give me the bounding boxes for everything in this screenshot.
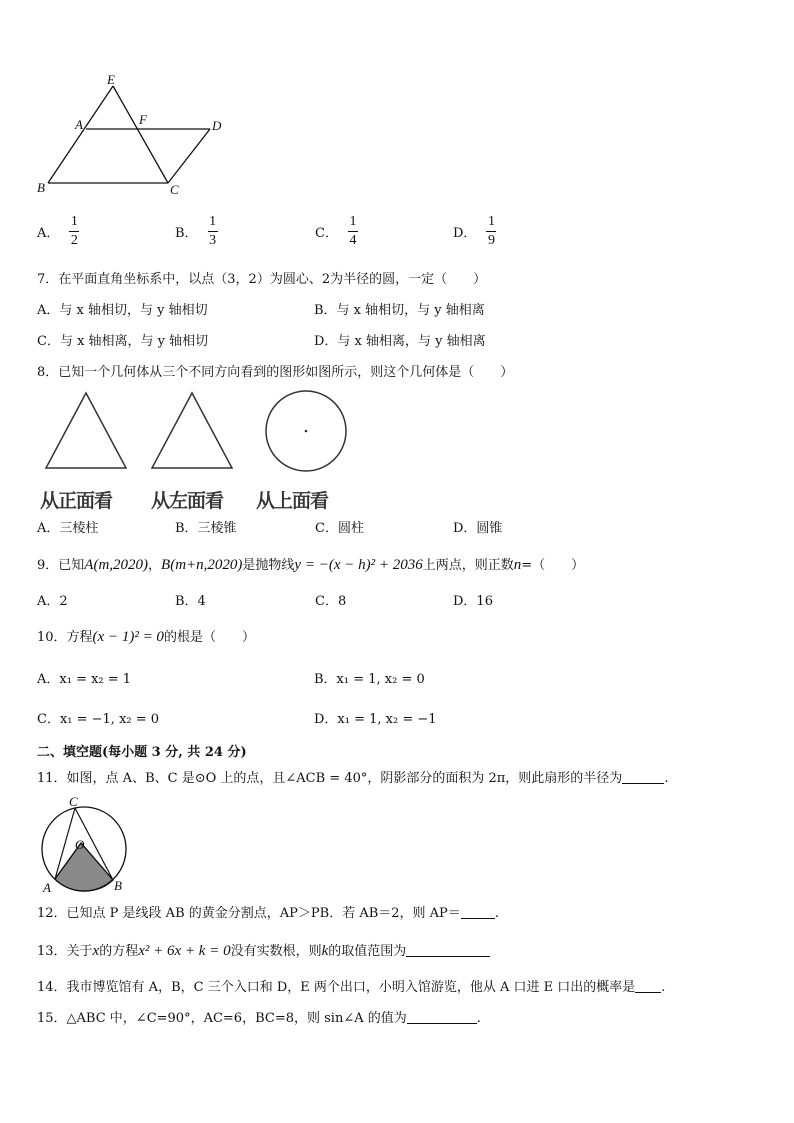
q8-left-view: [146, 390, 238, 472]
caption-top: 从上面看: [256, 490, 329, 512]
label-O: O: [75, 837, 85, 852]
fraction: $\frac{1}{3}$: [209, 214, 217, 248]
answer-blank[interactable]: [406, 942, 490, 957]
q8-stem: 8．已知一个几何体从三个不同方向看到的图形如图所示，则这个几何体是（ ）: [37, 365, 514, 380]
q8-front-view: [40, 390, 132, 472]
caption-left: 从左面看: [151, 490, 224, 512]
fraction: $\frac{1}{9}$: [487, 214, 495, 248]
q10-equation: (x − 1)² = 0: [92, 629, 164, 645]
q6-option-b[interactable]: B． $\frac{1}{3}$: [175, 214, 217, 248]
q10-option-a[interactable]: A．x₁ = x₂ = 1: [37, 672, 132, 687]
q10-option-c[interactable]: C．x₁ = −1, x₂ = 0: [37, 712, 160, 727]
q6-figure: [32, 72, 232, 202]
label-B: B: [114, 878, 122, 893]
q9-parabola: y = −(x − h)² + 2036: [294, 557, 423, 573]
q10-option-d[interactable]: D．x₁ = 1, x₂ = −1: [314, 712, 437, 727]
fraction: $\frac{1}{2}$: [70, 214, 78, 248]
q10-stem: 10．方程(x − 1)² = 0的根是（ ）: [37, 629, 255, 645]
q9-option-b[interactable]: B．4: [175, 594, 206, 609]
q6-option-c[interactable]: C． $\frac{1}{4}$: [315, 214, 357, 248]
section-title: 二、填空题(每小题 3 分, 共 24 分): [37, 745, 247, 760]
q8-top-view: [262, 388, 352, 478]
answer-blank[interactable]: [635, 978, 661, 993]
q9-option-d[interactable]: D．16: [453, 594, 493, 609]
label-C: C: [69, 794, 78, 809]
q8-option-c[interactable]: C．圆柱: [315, 521, 364, 536]
q9-point-b: B(m+n,2020): [161, 557, 243, 573]
q7-option-a[interactable]: A．与 x 轴相切，与 y 轴相切: [37, 303, 208, 318]
q12-stem: 12．已知点 P 是线段 AB 的黄金分割点，AP＞PB．若 AB＝2，则 AP＝ .: [37, 906, 499, 921]
label-A: A: [43, 880, 51, 895]
fraction: $\frac{1}{4}$: [349, 214, 357, 248]
q15-stem: 15．△ABC 中，∠C=90°，AC=6，BC=8，则 sin∠A 的值为 .: [37, 1011, 481, 1026]
q14-stem: 14．我市博览馆有 A，B，C 三个入口和 D，E 两个出口，小明入馆游览，他从 A 口进 E 口出的概率是 .: [37, 980, 666, 995]
q7-option-b[interactable]: B．与 x 轴相切，与 y 轴相离: [314, 303, 485, 318]
label-F: F: [139, 112, 147, 127]
q10-option-b[interactable]: B．x₁ = 1, x₂ = 0: [314, 672, 425, 687]
q7-stem: 7．在平面直角坐标系中，以点（3，2）为圆心、2为半径的圆，一定（ ）: [37, 272, 487, 287]
q13-stem: 13．关于x的方程x² + 6x + k = 0没有实数根，则k的取值范围为: [37, 942, 490, 961]
q9-option-a[interactable]: A．2: [37, 594, 68, 609]
q13-equation: x² + 6x + k = 0: [138, 943, 231, 959]
q11-figure: [36, 792, 132, 896]
label-D: D: [212, 118, 222, 133]
answer-blank[interactable]: [461, 904, 495, 919]
label-E: E: [107, 72, 115, 87]
label-A: A: [75, 117, 83, 132]
caption-front: 从正面看: [40, 490, 113, 512]
q6-option-a[interactable]: A． $\frac{1}{2}$: [37, 214, 78, 248]
q7-option-c[interactable]: C．与 x 轴相离，与 y 轴相切: [37, 334, 209, 349]
q8-option-d[interactable]: D．圆锥: [453, 521, 503, 536]
q9-stem: 9．已知A(m,2020)，B(m+n,2020)是抛物线y = −(x − h)² + 2036上两点，则正数n=（ ）: [37, 557, 585, 573]
q9-point-a: A(m,2020): [84, 557, 149, 573]
q7-option-d[interactable]: D．与 x 轴相离，与 y 轴相离: [314, 334, 486, 349]
answer-blank[interactable]: [622, 769, 664, 784]
q9-option-c[interactable]: C．8: [315, 594, 347, 609]
label-B: B: [37, 180, 45, 195]
q6-option-d[interactable]: D． $\frac{1}{9}$: [453, 214, 495, 248]
answer-blank[interactable]: [407, 1009, 477, 1024]
label-C: C: [170, 182, 179, 197]
q11-stem: 11．如图，点 A、B、C 是⊙O 上的点，且∠ACB = 40°，阴影部分的面积为 2π，则此扇形的半径为 .: [37, 771, 669, 786]
q8-option-a[interactable]: A．三棱柱: [37, 521, 99, 536]
q8-option-b[interactable]: B．三棱锥: [175, 521, 237, 536]
